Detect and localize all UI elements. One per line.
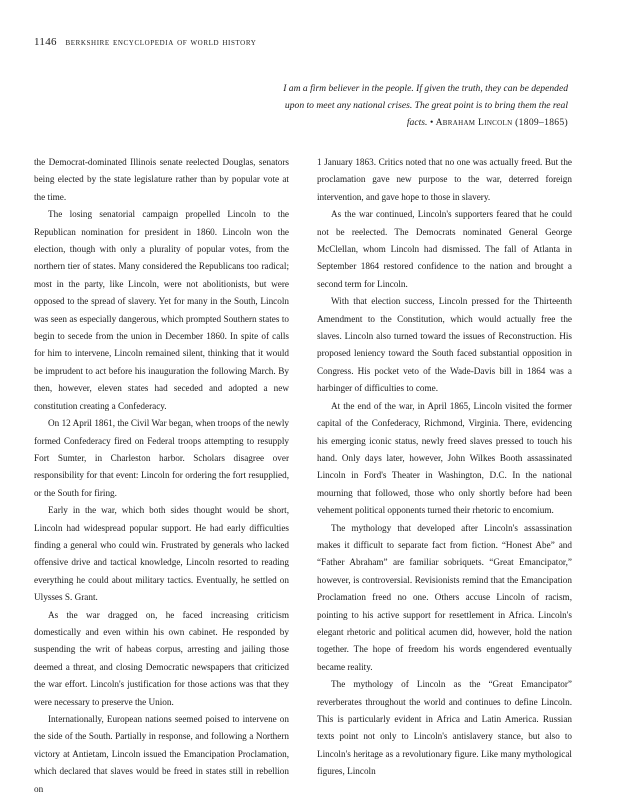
paragraph: 1 January 1863. Critics noted that no one was actually freed. But the proclamation gave new purpose to the war, deterred foreign intervention, and gave hope to those in slavery. <box>317 157 572 202</box>
right-column <box>317 154 572 781</box>
epigraph-quote <box>268 80 568 131</box>
page-number: 1146 <box>34 36 57 48</box>
paragraph: As the war dragged on, he faced increasing criticism domestically and even within his own cabinet. He responded by suspending the writ of habeas corpus, arresting and jailing those deemed a threat, and closing Democratic newspapers that criticized the war effort. Lincoln's justification for those actions was that they were necessary to preserve the Union. <box>34 609 289 707</box>
paragraph: the Democrat-dominated Illinois senate reelected Douglas, senators being elected by the state legislature rather than by popular vote at the time. <box>34 157 289 202</box>
running-header <box>34 36 594 48</box>
paragraph: Early in the war, which both sides thought would be short, Lincoln had widespread popular support. He had early difficulties finding a general who could win. Frustrated by generals who lacked offensive drive and tactical knowledge, Lincoln resorted to reading everything he could about military tactics. Eventually, he settled on Ulysses S. Grant. <box>34 505 289 603</box>
paragraph: The mythology of Lincoln as the “Great Emancipator” reverberates throughout the world and continues to define Lincoln. This is particularly evident in Africa and Latin America. Russian texts point not only to Lincoln's antislavery stance, but also to Lincoln's heritage as a revolutionary figure. Like many mythological figures, Lincoln <box>317 679 572 777</box>
running-title: berkshire encyclopedia of world history <box>65 37 257 48</box>
quote-attribution: Abraham Lincoln (1809–1865) <box>435 117 568 128</box>
paragraph: The losing senatorial campaign propelled Lincoln to the Republican nomination for president in 1860. Lincoln won the election, though with only a plurality of popular votes, from the northern tier of states. Many considered the Republicans too radical; most in the party, like Lincoln, were not abolitionists, but were opposed to the spread of slavery. Yet for many in the South, Lincoln was seen as especially dangerous, which prompted Southern states to begin to secede from the union in December 1860. In spite of calls for him to intervene, Lincoln remained silent, thinking that it would be imprudent to act before his inauguration the following March. By then, however, eleven states had seceded and adopted a new constitution creating a Confederacy. <box>34 209 289 411</box>
paragraph: At the end of the war, in April 1865, Lincoln visited the former capital of the Confederacy, Richmond, Virginia. There, evidencing his emerging iconic status, newly freed slaves pressed to touch his hand. Only days later, however, John Wilkes Booth assassinated Lincoln in Ford's Theater in Washington, D.C. In the national mourning that followed, those who only shortly before had been vehement political opponents turned their rhetoric to encomium. <box>317 400 572 516</box>
paragraph: With that election success, Lincoln pressed for the Thirteenth Amendment to the Constitution, which would actually free the slaves. Lincoln also turned toward the issues of Reconstruction. His proposed leniency toward the South faced substantial opposition in Congress. His pocket veto of the Wade-Davis bill in 1864 was a harbinger of difficulties to come. <box>317 296 572 394</box>
paragraph: As the war continued, Lincoln's supporters feared that he could not be reelected. The Democrats nominated General George McClellan, whom Lincoln had dismissed. The fall of Atlanta in September 1864 restored confidence to the nation and brought a second term for Lincoln. <box>317 209 572 289</box>
paragraph: The mythology that developed after Lincoln's assassination makes it difficult to separate fact from fiction. “Honest Abe” and “Father Abraham” are familiar sobriquets. “Great Emancipator,” however, is controversial. Revisionists remind that the Emancipation Proclamation freed no one. Others accuse Lincoln of racism, pointing to his active support for resettlement in Africa. Lincoln's elegant rhetoric and political acumen did, however, hold the nation together. The hope of freedom his words engendered eventually became reality. <box>317 522 572 672</box>
paragraph: On 12 April 1861, the Civil War began, when troops of the newly formed Confederacy fired on Federal troops attempting to resupply Fort Sumter, in Charleston harbor. Scholars disagree over responsibility for that event: Lincoln for ordering the fort resupplied, or the South for firing. <box>34 418 289 498</box>
paragraph: Internationally, European nations seemed poised to intervene on the side of the South. Partially in response, and following a Northern victory at Antietam, Lincoln issued the Emancipation Proclamation, which declared that slaves would be freed in states still in rebellion on <box>34 714 289 794</box>
quote-text: I am a firm believer in the people. If given the truth, they can be depended upon to meet any national crises. The great point is to bring them the real facts. <box>283 83 568 128</box>
left-column <box>34 154 289 798</box>
quote-separator: • <box>429 117 434 128</box>
